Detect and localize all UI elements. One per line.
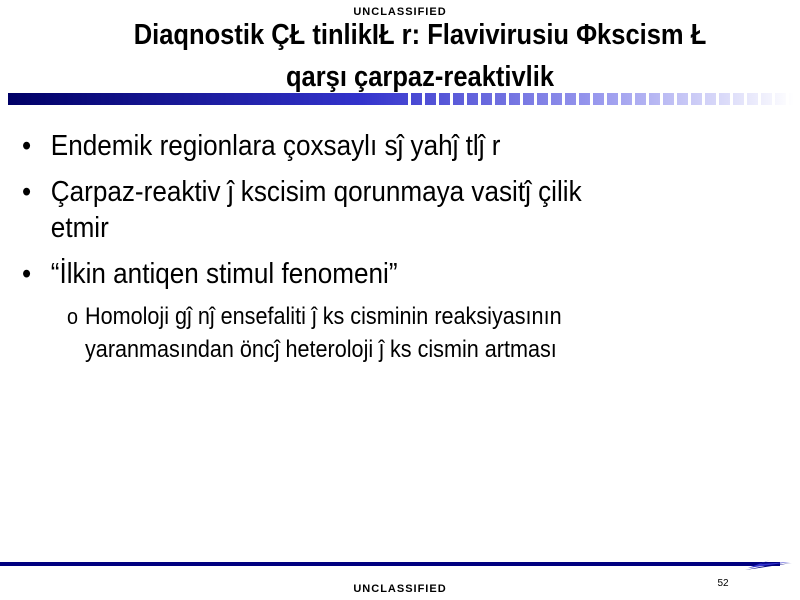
bullet-item [22, 128, 735, 164]
bullet-item [22, 256, 735, 292]
bullet-marker: • [22, 130, 32, 162]
bullet-text: “İlkin antiqen stimul fenomeni” [50, 258, 398, 290]
classification-marking-top: UNCLASSIFIED [353, 6, 447, 18]
bullet-text: Endemik regionlara çoxsaylı sĵ yahĵ tlĵ r [50, 130, 501, 162]
bullet-marker: • [22, 176, 32, 208]
sub-bullet-text: Homoloji gĵ nĵ ensefaliti ĵ ks cisminin reaksiyasının yaranmasından öncĵ heteroloji ĵ ks cismin artması [85, 303, 562, 363]
bullet-text: Çarpaz-reaktiv ĵ kscisim qorunmaya vasitĵ çilik etmir [50, 176, 582, 244]
bullet-marker: • [22, 258, 32, 290]
sub-bullet-item [22, 300, 733, 366]
slide-title-line-2: qarşı çarpaz-reaktivlik [285, 61, 555, 93]
bullet-list [22, 128, 722, 366]
footer-arrow-line [0, 560, 800, 580]
bullet-item [22, 174, 735, 246]
slide-title [103, 14, 737, 98]
title-stripe-divider [8, 93, 794, 105]
classification-marking-bottom: UNCLASSIFIED [353, 583, 447, 595]
sub-bullet-marker: o [67, 304, 79, 329]
slide-title-line-1: Diaqnostik ÇŁ tinlikIŁ r: Flavivirusiu Φkscism Ł [133, 19, 707, 51]
page-number: 52 [717, 578, 729, 589]
